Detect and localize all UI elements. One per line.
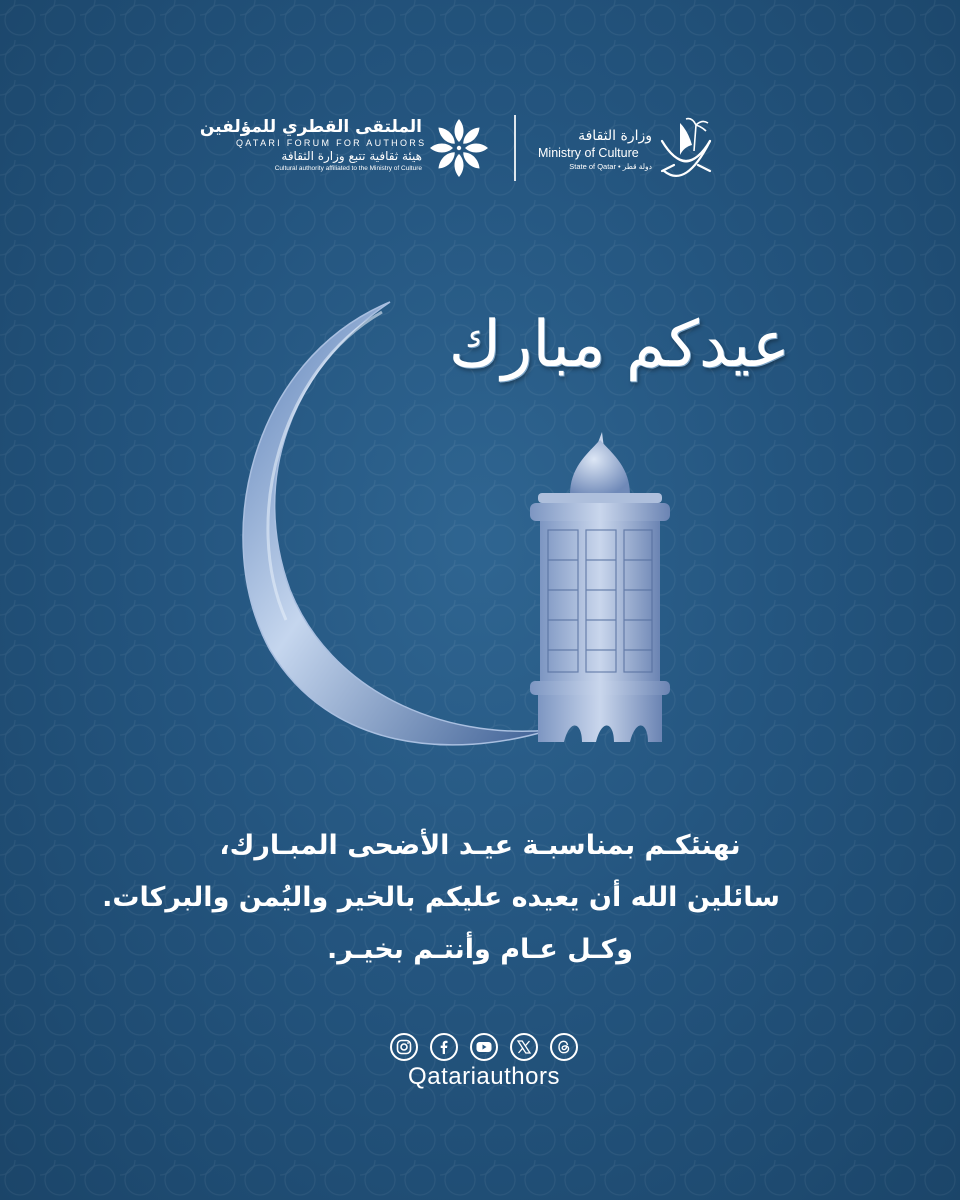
ministry-name-en: Ministry of Culture <box>538 146 639 160</box>
qatar-emblem-icon <box>654 111 718 185</box>
forum-name-ar: الملتقى القطري للمؤلفين <box>199 117 422 137</box>
forum-branding <box>199 117 427 173</box>
message-line-1: نهنئكـم بمناسبـة عيـد الأضحى المبـارك، <box>219 830 741 861</box>
header-divider <box>514 115 516 181</box>
youtube-icon[interactable] <box>470 1033 498 1061</box>
social-handle[interactable]: Qatariauthors <box>408 1063 560 1090</box>
forum-tagline-en: Cultural authority affiliated to the Ministry of Culture <box>274 165 422 172</box>
social-icons <box>390 1033 578 1063</box>
ministry-name-ar: وزارة الثقافة <box>578 128 652 144</box>
instagram-icon[interactable] <box>390 1033 418 1061</box>
ministry-state-line: State of Qatar • دولة قطر <box>569 162 652 171</box>
forum-name-en: QATARI FORUM FOR AUTHORS <box>236 138 427 148</box>
message-line-3: وكـل عـام وأنتـم بخيـر. <box>326 934 634 965</box>
star-flower-logo-icon <box>428 117 490 179</box>
threads-icon[interactable] <box>550 1033 578 1061</box>
message-line-2: سائلين الله أن يعيده عليكم بالخير واليُمن والبركات. <box>102 882 780 913</box>
ministry-branding <box>538 127 652 172</box>
x-icon[interactable] <box>510 1033 538 1061</box>
forum-tagline-ar: هيئة ثقافية تتبع وزارة الثقافة <box>281 149 422 163</box>
lantern-icon <box>530 432 670 742</box>
greeting-message <box>102 820 780 976</box>
facebook-icon[interactable] <box>430 1033 458 1061</box>
header <box>0 105 960 190</box>
eid-greeting-title: عيدكم مبارك <box>448 308 790 382</box>
